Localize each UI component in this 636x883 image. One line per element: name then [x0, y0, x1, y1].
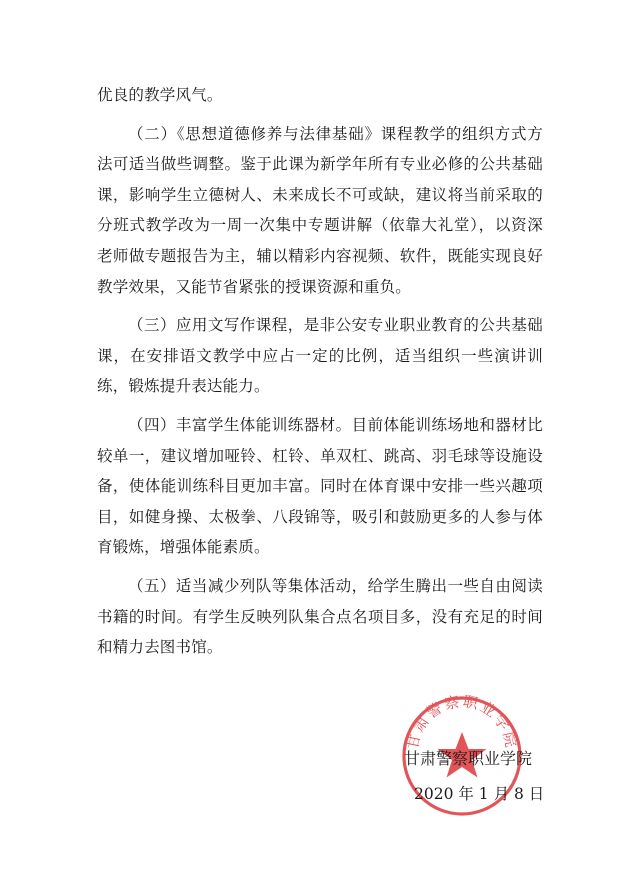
paragraph-2: （二）《思想道德修养与法律基础》课程教学的组织方式方法可适当做些调整。鉴于此课为新学年所有专业必修的公共基础课，影响学生立德树人、未来成长不可或缺，建议将当前采取的分班式教学改为一周一次集中专题讲解（依靠大礼堂），以资深老师做专题报告为主，辅以精彩内容视频、软件，既能实现良好教学效果，又能节省紧张的授课资源和重负。 — [97, 124, 543, 296]
paragraph-3: （三）应用文写作课程，是非公安专业职业教育的公共基础课，在安排语文教学中应占一定的比例，适当组织一些演讲训练，锻炼提升表达能力。 — [97, 316, 543, 396]
seal-text: 甘肃警察职业学院 — [403, 692, 521, 751]
paragraph-1: 优良的教学风气。 — [97, 86, 223, 104]
signature-organization: 甘肃警察职业学院 — [404, 749, 533, 768]
paragraph-4: （四）丰富学生体能训练器材。目前体能训练场地和器材比较单一，建议增加哑铃、杠铃、单双杠、跳高、羽毛球等设施设备，使体能训练科目更加丰富。同时在体育课中安排一些兴趣项目，如健身操、太极拳、八段锦等，吸引和鼓励更多的人参与体育锻炼，增强体能素质。 — [97, 415, 543, 557]
signature-date: 2020 年 1 月 8 日 — [414, 785, 545, 803]
document-body — [97, 80, 543, 671]
paragraph-5: （五）适当减少列队等集体活动，给学生腾出一些自由阅读书籍的时间。有学生反映列队集合点名项目多，没有充足的时间和精力去图书馆。 — [97, 576, 543, 657]
